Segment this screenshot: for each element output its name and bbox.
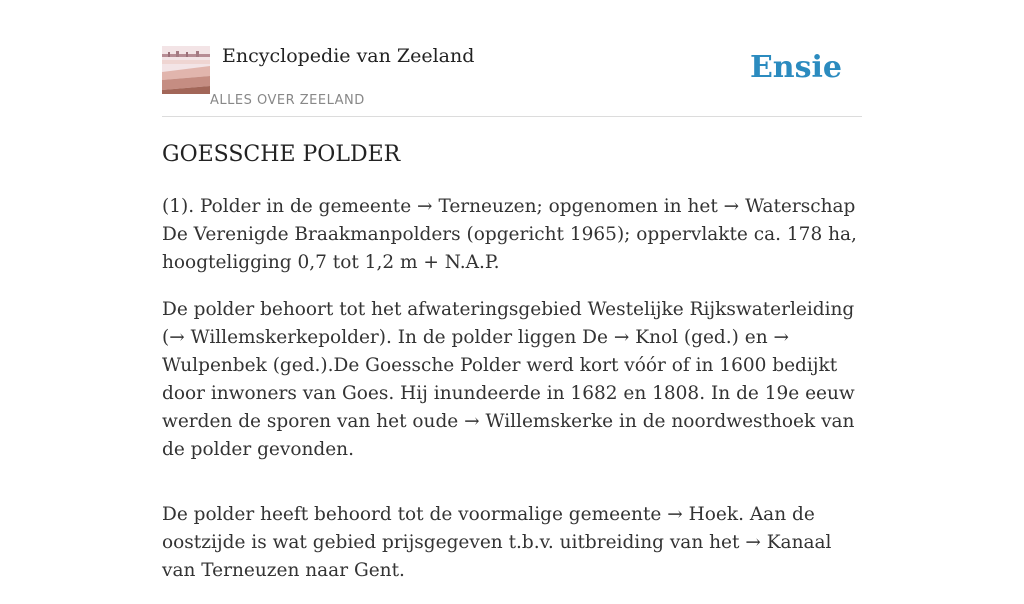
arrow-right-icon: →: [417, 196, 433, 217]
link-willemskerke[interactable]: Willemskerke: [485, 411, 614, 432]
site-header: [162, 0, 862, 117]
text: .: [399, 560, 405, 581]
arrow-right-icon: →: [773, 327, 790, 348]
text: ). In de polder liggen De: [378, 327, 614, 348]
paragraph-3: [162, 501, 864, 585]
link-knol[interactable]: Knol: [635, 327, 679, 348]
entry-title: GOESSCHE POLDER: [162, 142, 401, 167]
site-logo-avatar[interactable]: [162, 46, 210, 94]
text: (ged.) en: [678, 327, 774, 348]
link-wulpenbek[interactable]: Wulpenbek: [162, 355, 267, 376]
link-hoek[interactable]: Hoek: [688, 504, 739, 525]
site-title-link[interactable]: Encyclopedie van Zeeland: [222, 45, 475, 67]
site-subtitle: ALLES OVER ZEELAND: [210, 93, 365, 108]
arrow-right-icon: →: [169, 327, 185, 348]
text: (ged.).De Goessche Polder werd kort vóór of in 1600 bedijkt door inwoners van Goes. Hij inundeerde in 1682 en 1808. In de 19e eeuw werden de sporen van het oude: [162, 355, 855, 432]
article-content: [162, 141, 864, 604]
text: . Aan de oostzijde is wat gebied prijsgegeven t.b.v. uitbreiding van het: [162, 504, 815, 553]
zeeland-landscape-icon: [162, 46, 210, 94]
arrow-right-icon: →: [745, 532, 761, 553]
link-waterschap[interactable]: Waterschap De Verenigde Braakmanpolders: [162, 196, 856, 245]
paragraph-2: [162, 296, 864, 464]
text: De polder behoort tot het afwateringsgebied Westelijke Rijkswaterleiding (: [162, 299, 855, 348]
text: (1). Polder in de gemeente: [162, 196, 418, 217]
text: De polder heeft behoord tot de voormalige gemeente: [162, 504, 668, 525]
text: (opgericht 1965); oppervlakte ca. 178 ha, hoogteligging 0,7 tot 1,2 m + N.A.P.: [162, 224, 857, 273]
paragraph-1: [162, 193, 864, 277]
arrow-right-icon: →: [464, 411, 480, 432]
text: in de noordwesthoek van de polder gevonden.: [162, 411, 855, 460]
arrow-right-icon: →: [667, 504, 683, 525]
link-terneuzen[interactable]: Terneuzen: [438, 196, 537, 217]
ensie-brand-logo[interactable]: Ensie: [749, 50, 842, 85]
arrow-right-icon: →: [613, 327, 630, 348]
link-willemskerkepolder[interactable]: Willemskerkepolder: [190, 327, 379, 348]
text: ; opgenomen in het: [536, 196, 724, 217]
arrow-right-icon: →: [723, 196, 740, 217]
link-kanaal-terneuzen-gent[interactable]: Kanaal van Terneuzen naar Gent: [162, 532, 832, 581]
